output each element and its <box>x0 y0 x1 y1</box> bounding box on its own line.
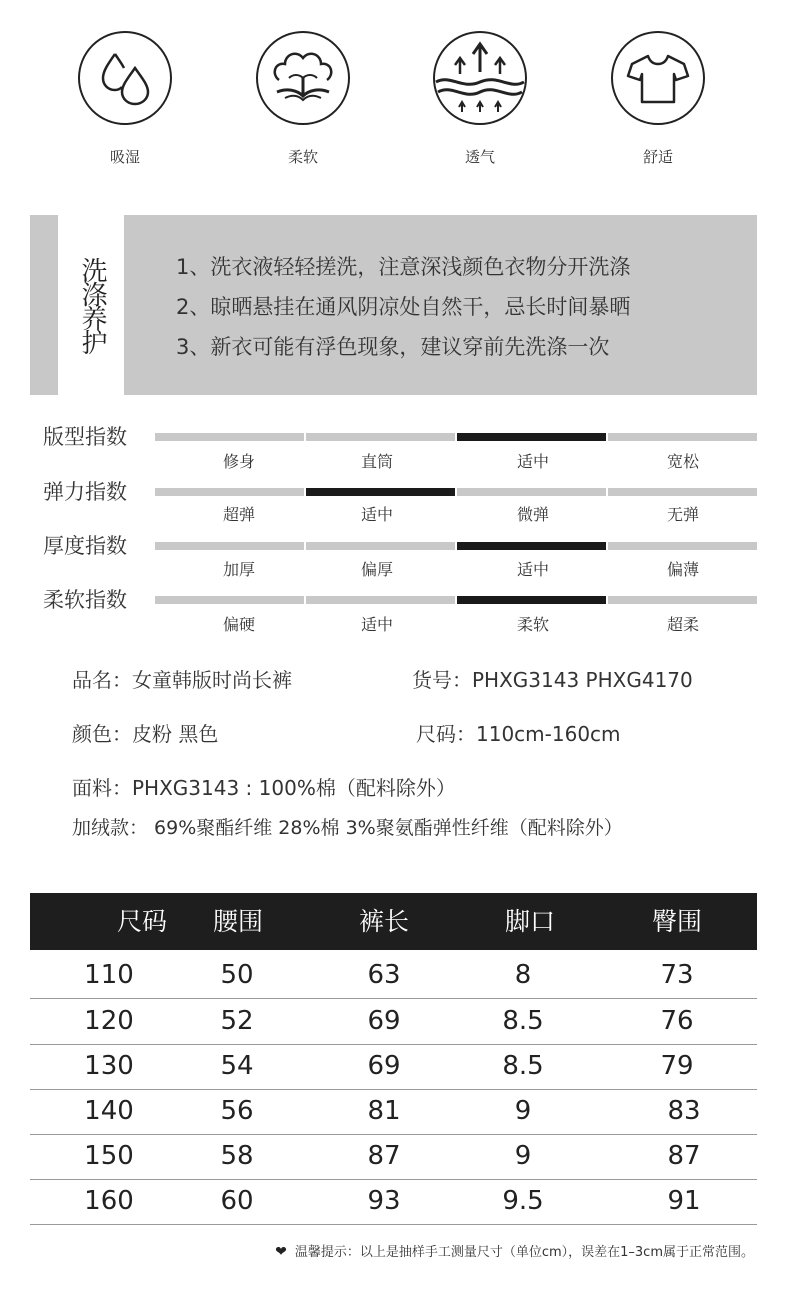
cell-hip: 73 <box>660 960 694 990</box>
product-item-no: 货号：PHXG3143 PHXG4170 <box>412 668 693 692</box>
cell-size: 120 <box>84 1006 134 1036</box>
index-option: 修身 <box>222 452 255 471</box>
product-color: 颜色：皮粉 黑色 <box>72 722 219 746</box>
product-fleece-fabric: 加绒款： 69%聚酯纤维 28%棉 3%聚氨酯弹性纤维（配料除外） <box>72 817 623 839</box>
table-row <box>30 1089 757 1135</box>
index-option: 柔软 <box>516 615 549 634</box>
wash-line: 1、洗衣液轻轻搓洗，注意深浅颜色衣物分开洗涤 <box>176 255 631 279</box>
cell-size: 140 <box>84 1096 134 1126</box>
index-option: 适中 <box>516 560 549 579</box>
product-fabric: 面料：PHXG3143 : 100%棉（配料除外） <box>72 776 456 800</box>
feature-soft <box>248 30 358 167</box>
index-segment <box>155 488 304 496</box>
header-leg-opening: 脚口 <box>504 907 555 936</box>
index-option: 偏薄 <box>666 560 699 579</box>
cell-length: 69 <box>367 1006 401 1036</box>
cell-waist: 58 <box>220 1141 254 1171</box>
water-drops-icon <box>77 30 173 126</box>
cell-leg-opening: 8.5 <box>502 1006 544 1036</box>
cell-size: 130 <box>84 1051 134 1081</box>
index-option: 适中 <box>360 615 393 634</box>
cell-leg-opening: 9 <box>514 1141 532 1171</box>
index-segment <box>306 488 455 496</box>
product-size-range: 尺码：110cm-160cm <box>416 722 621 746</box>
index-segment <box>608 433 757 441</box>
feature-label: 舒适 <box>642 148 673 166</box>
index-title: 厚度指数 <box>43 534 127 558</box>
cell-size: 160 <box>84 1186 134 1216</box>
wash-care-title-text: 洗涤养护 <box>77 257 107 353</box>
feature-label: 吸湿 <box>109 148 140 166</box>
index-title: 版型指数 <box>43 425 127 449</box>
header-length: 裤长 <box>358 907 409 936</box>
feature-breathable <box>425 30 535 167</box>
index-segment <box>306 596 455 604</box>
feature-moisture <box>70 30 180 167</box>
index-option: 超弹 <box>222 505 255 524</box>
cell-hip: 79 <box>660 1051 694 1081</box>
cell-size: 150 <box>84 1141 134 1171</box>
index-option: 偏厚 <box>360 560 393 579</box>
cell-leg-opening: 9.5 <box>502 1186 544 1216</box>
index-segment <box>457 488 606 496</box>
index-segment <box>457 433 606 441</box>
measurement-tip <box>275 1241 754 1260</box>
index-title: 柔软指数 <box>43 588 127 612</box>
index-option: 微弹 <box>516 505 549 524</box>
index-option: 偏硬 <box>222 615 255 634</box>
index-segment <box>457 596 606 604</box>
cell-leg-opening: 8 <box>514 960 532 990</box>
wash-care-accent <box>30 215 58 395</box>
product-name: 品名：女童韩版时尚长裤 <box>72 668 292 692</box>
cell-waist: 60 <box>220 1186 254 1216</box>
wash-line: 3、新衣可能有浮色现象，建议穿前先洗涤一次 <box>176 335 610 359</box>
wash-care-instructions <box>124 215 757 395</box>
index-segment <box>608 542 757 550</box>
size-table-header <box>30 893 757 950</box>
index-option: 直筒 <box>360 452 393 471</box>
feature-label: 柔软 <box>287 148 318 166</box>
index-segment <box>155 433 304 441</box>
cell-waist: 56 <box>220 1096 254 1126</box>
feature-comfort <box>603 30 713 167</box>
index-option: 加厚 <box>222 560 255 579</box>
tshirt-icon <box>610 30 706 126</box>
wash-care-title <box>60 215 124 395</box>
cell-hip: 83 <box>667 1096 701 1126</box>
tip-text: 温馨提示：以上是抽样手工测量尺寸（单位cm），误差在1–3cm属于正常范围。 <box>294 1245 754 1260</box>
cotton-icon <box>255 30 351 126</box>
index-option: 适中 <box>360 505 393 524</box>
cell-hip: 76 <box>660 1006 694 1036</box>
index-segment <box>306 433 455 441</box>
index-option: 宽松 <box>666 452 699 471</box>
index-segment <box>608 596 757 604</box>
heart-icon: ❤ <box>275 1244 287 1260</box>
index-option: 超柔 <box>666 615 699 634</box>
cell-waist: 50 <box>220 960 254 990</box>
table-row <box>30 1179 757 1225</box>
cell-size: 110 <box>84 960 134 990</box>
header-hip: 臀围 <box>651 907 702 936</box>
cell-hip: 91 <box>667 1186 701 1216</box>
index-option: 适中 <box>516 452 549 471</box>
header-size: 尺码 <box>116 907 167 936</box>
cell-length: 87 <box>367 1141 401 1171</box>
index-segment <box>155 542 304 550</box>
wash-line: 2、晾晒悬挂在通风阴凉处自然干，忌长时间暴晒 <box>176 295 631 319</box>
cell-hip: 87 <box>667 1141 701 1171</box>
table-row <box>30 1044 757 1090</box>
cell-waist: 54 <box>220 1051 254 1081</box>
index-segment <box>608 488 757 496</box>
table-row <box>30 999 757 1045</box>
header-waist: 腰围 <box>212 907 263 936</box>
index-option: 无弹 <box>666 505 699 524</box>
table-row <box>30 953 757 999</box>
index-segment <box>306 542 455 550</box>
index-segment <box>457 542 606 550</box>
cell-leg-opening: 8.5 <box>502 1051 544 1081</box>
breathable-icon <box>432 30 528 126</box>
index-segment <box>155 596 304 604</box>
cell-leg-opening: 9 <box>514 1096 532 1126</box>
feature-label: 透气 <box>464 148 495 166</box>
cell-length: 93 <box>367 1186 401 1216</box>
cell-length: 69 <box>367 1051 401 1081</box>
table-row <box>30 1134 757 1180</box>
cell-length: 81 <box>367 1096 401 1126</box>
cell-waist: 52 <box>220 1006 254 1036</box>
cell-length: 63 <box>367 960 401 990</box>
index-title: 弹力指数 <box>43 480 127 504</box>
